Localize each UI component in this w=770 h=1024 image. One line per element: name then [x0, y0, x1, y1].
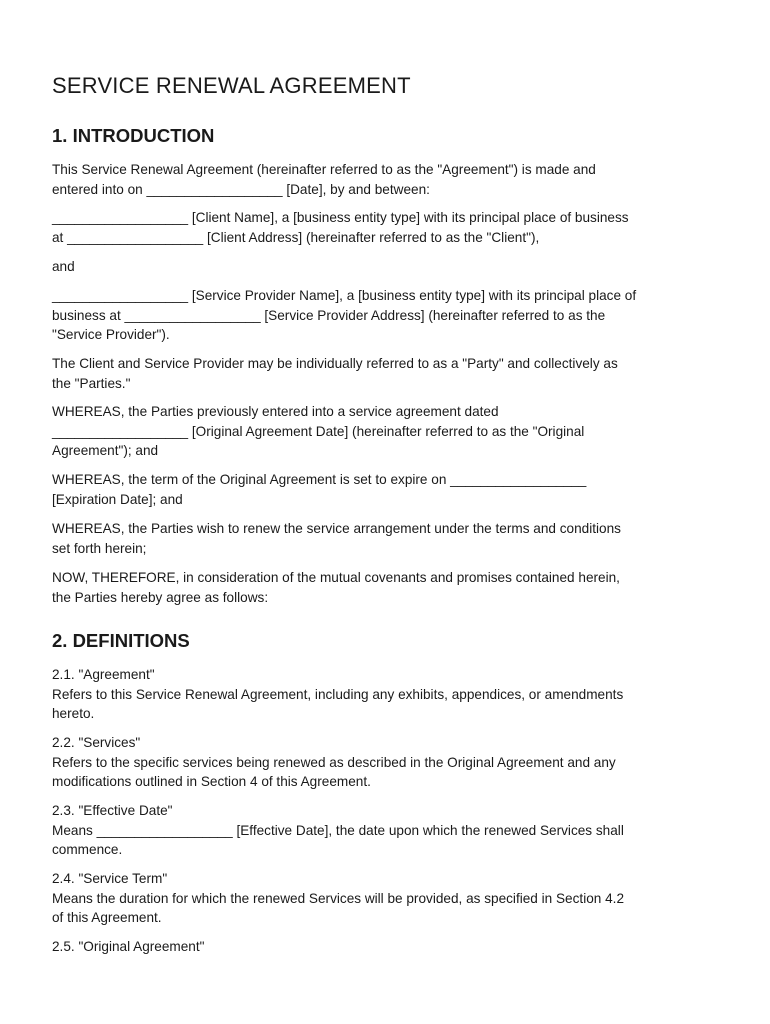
text-line: NOW, THEREFORE, in consideration of the mutual covenants and promises contained herein, — [52, 570, 620, 585]
text-line: "Service Provider"). — [52, 327, 170, 343]
definition-term: 2.4. "Service Term" — [52, 871, 168, 886]
text-line: and — [52, 259, 75, 274]
text-line: Refers to the specific services being renewed as described in the Original Agreement and any — [52, 754, 616, 770]
text-line: WHEREAS, the Parties wish to renew the service arrangement under the terms and conditions — [52, 521, 621, 536]
whereas-renewal-paragraph — [52, 519, 724, 558]
text-line: of this Agreement. — [52, 910, 162, 926]
text-line: the "Parties." — [52, 375, 131, 391]
section-heading-introduction: 1. INTRODUCTION — [52, 125, 215, 146]
text-line: entered into on __________________ [Date], by and between: — [52, 181, 430, 197]
definition-item-effective-date — [52, 801, 724, 860]
definition-term: 2.5. "Original Agreement" — [52, 939, 205, 954]
intro-paragraph — [52, 160, 724, 199]
section-heading-definitions: 2. DEFINITIONS — [52, 630, 190, 651]
text-line: business at __________________ [Service Provider Address] (hereinafter referred to as the — [52, 307, 606, 323]
now-therefore-paragraph — [52, 568, 724, 607]
document-title: SERVICE RENEWAL AGREEMENT — [52, 73, 411, 98]
text-line: the Parties hereby agree as follows: — [52, 589, 269, 605]
text-line: WHEREAS, the term of the Original Agreement is set to expire on __________________ — [52, 472, 587, 487]
whereas-original-paragraph — [52, 402, 724, 461]
text-line: Refers to this Service Renewal Agreement, including any exhibits, appendices, or amendments — [52, 686, 624, 702]
definition-term: 2.2. "Services" — [52, 735, 141, 750]
text-line: Means __________________ [Effective Date], the date upon which the renewed Services shall — [52, 822, 624, 838]
text-line: [Expiration Date]; and — [52, 491, 183, 507]
definition-item-services — [52, 733, 724, 792]
whereas-expiration-paragraph — [52, 470, 724, 509]
parties-paragraph — [52, 354, 724, 393]
definition-item-service-term — [52, 869, 724, 928]
text-line: Means the duration for which the renewed Services will be provided, as specified in Section 4.2 — [52, 890, 625, 906]
text-line: set forth herein; — [52, 540, 147, 556]
text-line: Agreement"); and — [52, 443, 159, 459]
text-line: __________________ [Client Name], a [business entity type] with its principal place of business — [52, 210, 629, 225]
definition-term: 2.3. "Effective Date" — [52, 803, 173, 818]
definition-term: 2.1. "Agreement" — [52, 667, 155, 682]
text-line: The Client and Service Provider may be individually referred to as a "Party" and collectively as — [52, 356, 618, 371]
conjunction-paragraph — [52, 257, 724, 277]
text-line: __________________ [Service Provider Name], a [business entity type] with its principal place of — [52, 288, 637, 303]
text-line: __________________ [Original Agreement Date] (hereinafter referred to as the "Original — [52, 423, 585, 439]
text-line: modifications outlined in Section 4 of this Agreement. — [52, 774, 371, 790]
definition-item-original-agreement — [52, 937, 724, 957]
client-party-paragraph — [52, 208, 724, 247]
text-line: at __________________ [Client Address] (hereinafter referred to as the "Client"), — [52, 229, 540, 245]
text-line: hereto. — [52, 706, 95, 722]
definition-item-agreement — [52, 665, 724, 724]
provider-party-paragraph — [52, 286, 724, 345]
text-line: This Service Renewal Agreement (hereinafter referred to as the "Agreement") is made and — [52, 162, 596, 177]
text-line: commence. — [52, 842, 123, 858]
text-line: WHEREAS, the Parties previously entered into a service agreement dated — [52, 404, 499, 419]
